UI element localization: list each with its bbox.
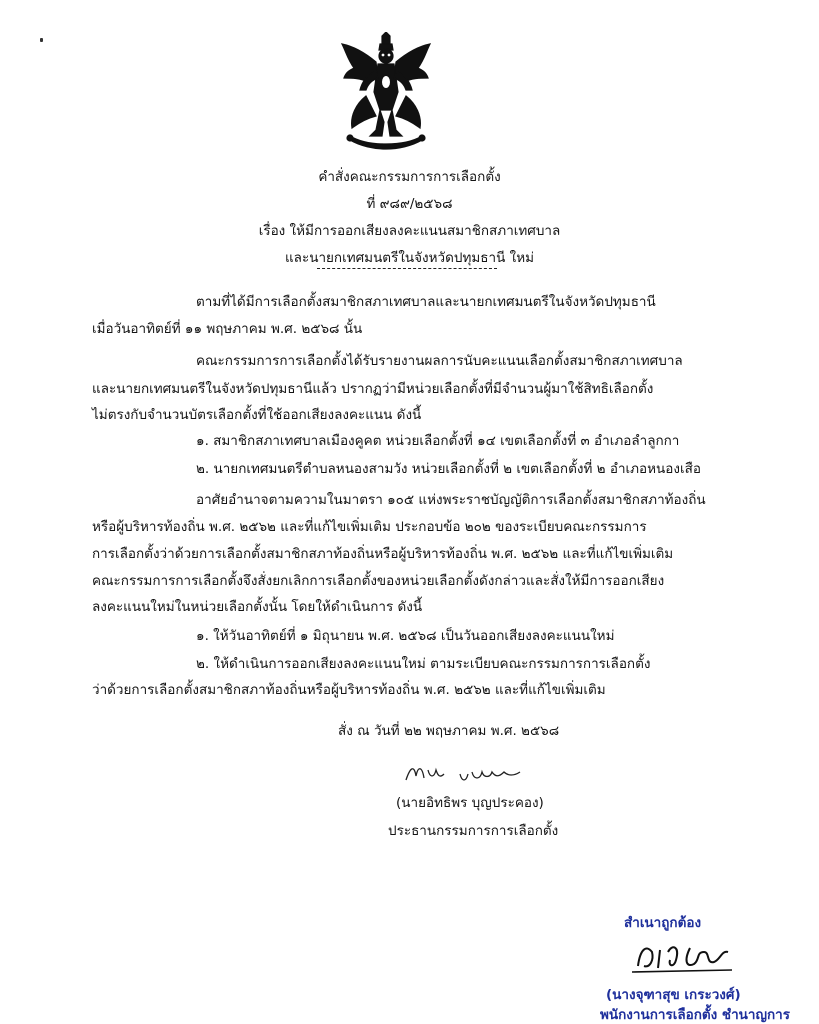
heading-divider (317, 268, 497, 269)
paragraph-1-line-2: เมื่อวันอาทิตย์ที่ ๑๑ พฤษภาคม พ.ศ. ๒๕๖๘ นั้น (92, 321, 363, 337)
list-item-2: ๒. นายกเทศมนตรีตำบลหนองสามวัง หน่วยเลือกตั้งที่ ๒ เขตเลือกตั้งที่ ๒ อำเภอหนองเสือ (196, 461, 701, 477)
certifier-position: พนักงานการเลือกตั้ง ชำนาญการ (600, 1007, 790, 1023)
order-number: ที่ ๙๘๙/๒๕๖๘ (366, 196, 453, 212)
certifier-name: (นางจุฑาสุข เกระวงศ์) (606, 987, 741, 1003)
order-subject-line-1: เรื่อง ให้มีการออกเสียงลงคะแนนสมาชิกสภาเทศบาล (258, 223, 561, 239)
paragraph-1-line-1: ตามที่ได้มีการเลือกตั้งสมาชิกสภาเทศบาลและนายกเทศมนตรีในจังหวัดปทุมธานี (196, 294, 656, 310)
paragraph-3-line-5: ลงคะแนนใหม่ในหน่วยเลือกตั้งนั้น โดยให้ดำเนินการ ดังนี้ (92, 599, 423, 615)
paragraph-2-line-1: คณะกรรมการการเลือกตั้งได้รับรายงานผลการนับคะแนนเลือกตั้งสมาชิกสภาเทศบาล (196, 353, 683, 369)
chairman-signature (400, 758, 530, 788)
order-item-2-line-2: ว่าด้วยการเลือกตั้งสมาชิกสภาท้องถิ่นหรือผู้บริหารท้องถิ่น พ.ศ. ๒๕๖๒ และที่แก้ไขเพิ่มเติม (92, 682, 606, 698)
signer-position: ประธานกรรมการการเลือกตั้ง (388, 823, 559, 839)
order-item-2-line-1: ๒. ให้ดำเนินการออกเสียงลงคะแนนใหม่ ตามระเบียบคณะกรรมการการเลือกตั้ง (196, 656, 651, 672)
paragraph-2-line-2: และนายกเทศมนตรีในจังหวัดปทุมธานีแล้ว ปรากฏว่ามีหน่วยเลือกตั้งที่มีจำนวนผู้มาใช้สิทธิเลือกตั้ง (92, 381, 654, 397)
certifier-signature (624, 930, 734, 975)
signer-name: (นายอิทธิพร บุญประคอง) (396, 795, 544, 811)
paragraph-3-line-3: การเลือกตั้งว่าด้วยการเลือกตั้งสมาชิกสภาท้องถิ่นหรือผู้บริหารท้องถิ่น พ.ศ. ๒๕๖๒ และที่แก้ไขเพิ่มเติม (92, 546, 674, 562)
document-heading (0, 164, 819, 272)
page-speck (40, 38, 43, 42)
paragraph-3-line-4: คณะกรรมการการเลือกตั้งจึงสั่งยกเลิกการเลือกตั้งของหน่วยเลือกตั้งดังกล่าวและสั่งให้มีการออกเสียง (92, 573, 665, 589)
order-item-1: ๑. ให้วันอาทิตย์ที่ ๑ มิถุนายน พ.ศ. ๒๕๖๘ เป็นวันออกเสียงลงคะแนนใหม่ (196, 628, 615, 644)
certified-copy-label: สำเนาถูกต้อง (624, 915, 702, 931)
order-subject-line-2: และนายกเทศมนตรีในจังหวัดปทุมธานี ใหม่ (284, 250, 534, 266)
paragraph-3-line-2: หรือผู้บริหารท้องถิ่น พ.ศ. ๒๕๖๒ และที่แก้ไขเพิ่มเติม ประกอบข้อ ๒๐๒ ของระเบียบคณะกรรมการ (92, 519, 647, 535)
paragraph-2-line-3: ไม่ตรงกับจำนวนบัตรเลือกตั้งที่ใช้ออกเสียงลงคะแนน ดังนี้ (92, 407, 422, 423)
paragraph-3-line-1: อาศัยอำนาจตามความในมาตรา ๑๐๕ แห่งพระราชบัญญัติการเลือกตั้งสมาชิกสภาท้องถิ่น (196, 492, 706, 508)
order-title: คำสั่งคณะกรรมการการเลือกตั้ง (318, 169, 501, 185)
garuda-emblem (336, 32, 436, 150)
list-item-1: ๑. สมาชิกสภาเทศบาลเมืองคูคต หน่วยเลือกตั้งที่ ๑๔ เขตเลือกตั้งที่ ๓ อำเภอลำลูกกา (196, 433, 680, 449)
order-date: สั่ง ณ วันที่ ๒๒ พฤษภาคม พ.ศ. ๒๕๖๘ (338, 723, 560, 739)
